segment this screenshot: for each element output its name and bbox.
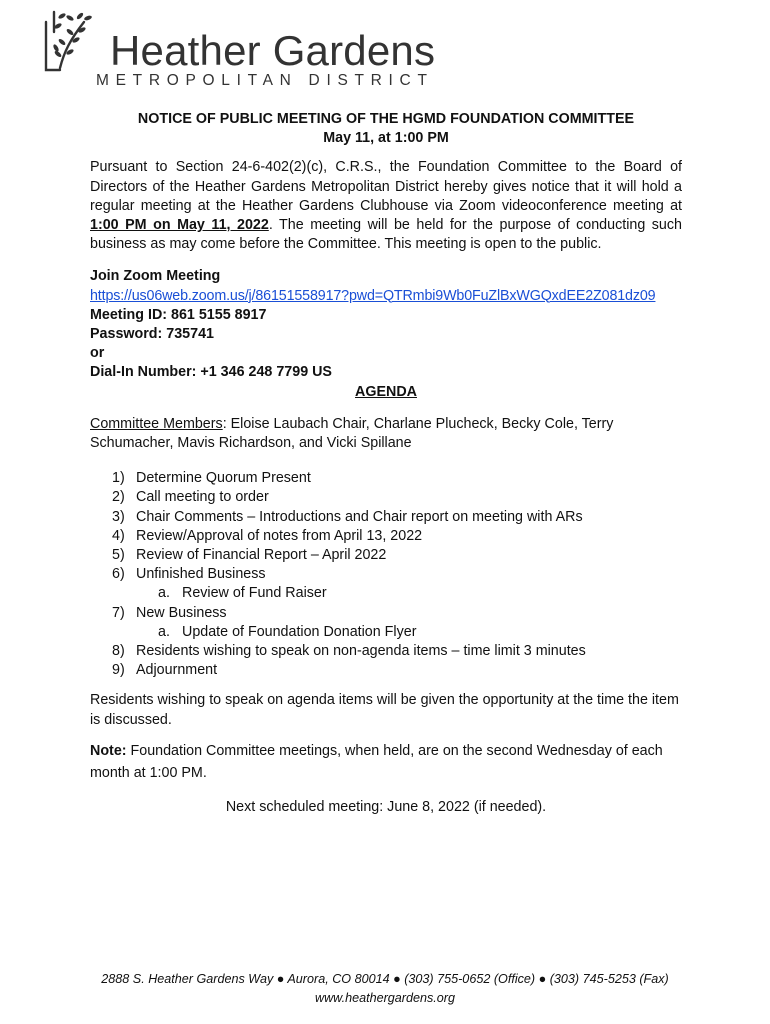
footer-address: 2888 S. Heather Gardens Way ● Aurora, CO 80014 ● (303) 755-0652 (Office) ● (303) 745-5253 (Fax)	[101, 972, 669, 986]
agenda-item-number: 1)	[112, 470, 125, 487]
logo-name: Heather Gardens	[110, 27, 436, 74]
note-label: Note:	[90, 743, 127, 760]
agenda-list	[90, 469, 682, 680]
agenda-item	[90, 642, 682, 661]
agenda-item-text: Review/Approval of notes from April 13, 2022	[136, 527, 423, 544]
agenda-subitem-letter: a.	[158, 623, 170, 640]
agenda-subitem	[136, 584, 682, 603]
committee-list: : Eloise Laubach Chair, Charlane Plucheck, Becky Cole, Terry Schumacher, Mavis Richardson, and Vicki Spillane	[90, 415, 614, 452]
agenda-item-text: Unfinished Business	[136, 566, 266, 583]
zoom-link[interactable]: https://us06web.zoom.us/j/86151558917?pwd=QTRmbi9Wb0FuZlBxWGQxdEE2Z081dz09	[90, 287, 656, 304]
agenda-item	[90, 488, 682, 507]
agenda-item-text: Chair Comments – Introductions and Chair report on meeting with ARs	[136, 508, 583, 525]
note-text: Foundation Committee meetings, when held, are on the second Wednesday of each month at 1:00 PM.	[90, 743, 663, 782]
agenda-heading: AGENDA	[355, 383, 417, 400]
agenda-item	[90, 546, 682, 565]
agenda-item-text: Residents wishing to speak on non-agenda items – time limit 3 minutes	[136, 643, 586, 660]
meeting-password: Password: 735741	[90, 326, 214, 343]
intro-text-after: . The meeting will be held for the purpose of conducting such business as may come before the Committee. This meeting is open to the public.	[90, 217, 682, 253]
agenda-item-text: Call meeting to order	[136, 489, 269, 506]
agenda-item-number: 8)	[112, 643, 125, 660]
agenda-item-number: 9)	[112, 662, 125, 679]
agenda-subitem-letter: a.	[158, 585, 170, 602]
intro-paragraph	[90, 158, 682, 254]
agenda-item	[90, 469, 682, 488]
agenda-subitem-text: Review of Fund Raiser	[182, 585, 327, 602]
committee-members	[90, 415, 682, 453]
agenda-item-number: 7)	[112, 604, 125, 621]
zoom-heading: Join Zoom Meeting	[90, 268, 221, 285]
or-label: or	[90, 345, 105, 362]
agenda-item-number: 5)	[112, 547, 125, 564]
intro-text-before: Pursuant to Section 24-6-402(2)(c), C.R.S., the Foundation Committee to the Board of Directors of the Heather Gardens Metropolitan District hereby gives notice that it will hold a regular meeting at the Heather Gardens Clubhouse via Zoom videoconference meeting at	[90, 159, 682, 214]
notice-body	[90, 110, 682, 818]
meeting-datetime: 1:00 PM on May 11, 2022	[90, 217, 269, 234]
agenda-subitem	[136, 623, 682, 642]
wheat-branch-icon	[40, 8, 106, 74]
committee-label: Committee Members	[90, 415, 223, 432]
agenda-item-number: 2)	[112, 489, 125, 506]
footer-website: www.heathergardens.org	[314, 991, 455, 1005]
zoom-info	[90, 267, 682, 382]
agenda-item-number: 3)	[112, 508, 125, 525]
agenda-item-number: 4)	[112, 527, 125, 544]
agenda-item-text: Review of Financial Report – April 2022	[136, 547, 387, 564]
agenda-item	[90, 661, 682, 680]
logo	[40, 8, 460, 92]
agenda-item	[90, 565, 682, 603]
agenda-item-text: New Business	[136, 604, 227, 621]
agenda-item-number: 6)	[112, 566, 125, 583]
agenda-item	[90, 527, 682, 546]
agenda-item-text: Determine Quorum Present	[136, 470, 311, 487]
agenda-item-text: Adjournment	[136, 662, 218, 679]
logo-subtitle: METROPOLITAN DISTRICT	[96, 72, 434, 89]
agenda-item	[90, 508, 682, 527]
notice-title: NOTICE OF PUBLIC MEETING OF THE HGMD FOUNDATION COMMITTEE	[137, 111, 635, 127]
notice-date: May 11, at 1:00 PM	[323, 130, 449, 147]
note-paragraph	[90, 740, 682, 784]
residents-paragraph: Residents wishing to speak on agenda items will be given the opportunity at the time the item is discussed.	[90, 692, 679, 729]
agenda-subitem-text: Update of Foundation Donation Flyer	[182, 623, 417, 640]
dial-in-number: Dial-In Number: +1 346 248 7799 US	[90, 364, 332, 381]
agenda-item	[90, 604, 682, 642]
meeting-id: Meeting ID: 861 5155 8917	[90, 306, 267, 323]
footer	[0, 970, 770, 1008]
next-meeting: Next scheduled meeting: June 8, 2022 (if needed).	[225, 799, 547, 816]
